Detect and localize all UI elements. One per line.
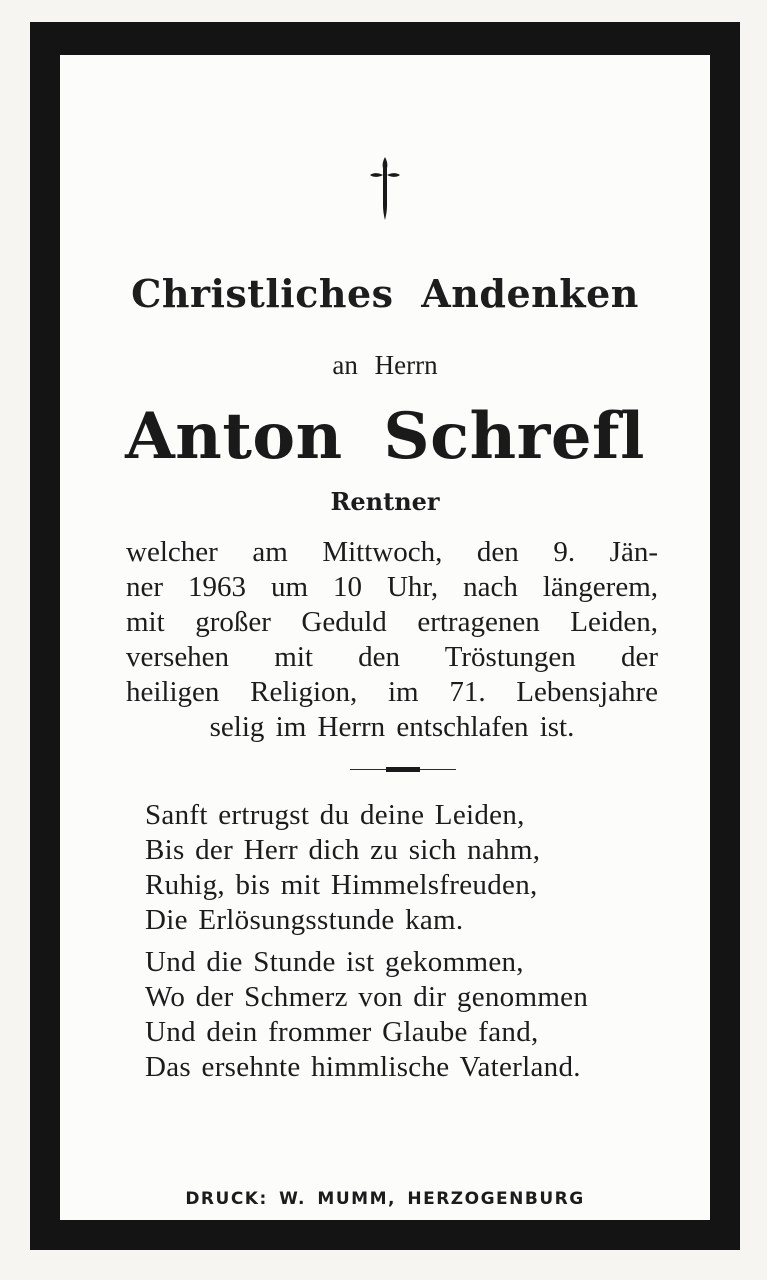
obituary-line: heiligen Religion, im 71. Lebensjahre [126, 676, 658, 708]
verse-line: Und die Stunde ist gekommen, [145, 946, 524, 978]
mourning-border [30, 22, 740, 1250]
card-content [60, 55, 710, 1220]
obituary-line: selig im Herrn entschlafen ist. [209, 711, 575, 743]
verse-line: Sanft ertrugst du deine Leiden, [145, 799, 525, 831]
obituary-line: mit großer Geduld ertragenen Leiden, [126, 606, 658, 638]
printer-imprint: DRUCK: W. MUMM, HERZOGENBURG [185, 1189, 585, 1209]
obituary-line: welcher am Mittwoch, den 9. Jän- [126, 536, 658, 568]
verse-line: Wo der Schmerz von dir genommen [145, 981, 589, 1013]
obituary-line: versehen mit den Tröstungen der [126, 641, 658, 673]
verse-line: Und dein frommer Glaube fand, [145, 1016, 539, 1048]
verse-line: Das ersehnte himmlische Vaterland. [145, 1051, 581, 1083]
ornamental-divider [350, 767, 456, 773]
obituary-line: ner 1963 um 10 Uhr, nach längerem, [126, 571, 658, 603]
card-title: Christliches Andenken [131, 271, 639, 316]
deceased-name: Anton Schrefl [125, 399, 645, 474]
cross-icon [365, 155, 405, 221]
verse-line: Die Erlösungsstunde kam. [145, 904, 464, 936]
salutation: an Herrn [332, 350, 438, 380]
verse-line: Bis der Herr dich zu sich nahm, [145, 834, 541, 866]
verse-line: Ruhig, bis mit Himmelsfreuden, [145, 869, 538, 901]
occupation: Rentner [330, 487, 440, 516]
